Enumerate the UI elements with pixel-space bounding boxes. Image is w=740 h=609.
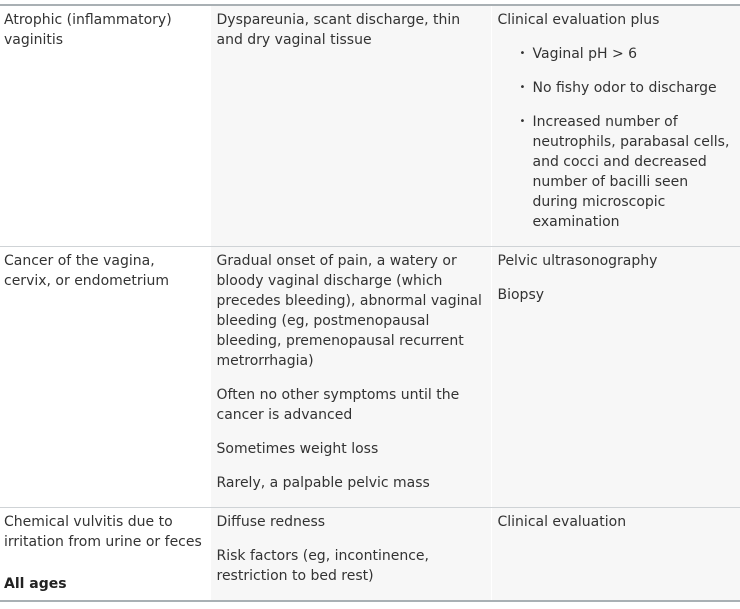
list-item xyxy=(520,112,735,232)
bullet-icon: • xyxy=(519,116,526,127)
bullet-text: Increased number of neutrophils, parabasal cells, and cocci and decreased number of bacilli seen during microscopic examination xyxy=(532,114,730,230)
symptoms-cell xyxy=(210,508,491,602)
section-heading: All ages xyxy=(4,576,67,592)
symptom-text: Dyspareunia, scant discharge, thin and dry vaginal tissue xyxy=(216,12,461,48)
symptom-text: Diffuse redness xyxy=(216,514,326,530)
condition-cell xyxy=(0,247,210,508)
diagnosis-text: Pelvic ultrasonography xyxy=(497,253,658,269)
bullet-icon: • xyxy=(519,48,526,59)
diagnosis-text: Clinical evaluation xyxy=(497,514,627,530)
condition-name: Chemical vulvitis due to irritation from urine or feces xyxy=(4,514,202,550)
symptoms-cell xyxy=(210,6,491,247)
table-row xyxy=(0,508,740,602)
diagnosis-cell xyxy=(491,508,740,602)
differential-diagnosis-table xyxy=(0,6,740,602)
diagnosis-cell xyxy=(491,247,740,508)
bullet-text: Vaginal pH > 6 xyxy=(532,46,638,62)
symptom-text: Risk factors (eg, incontinence, restriction to bed rest) xyxy=(216,548,429,584)
bullet-text: No fishy odor to discharge xyxy=(532,80,717,96)
diagnosis-intro: Clinical evaluation plus xyxy=(497,12,660,28)
diagnosis-text: Biopsy xyxy=(497,287,545,303)
diagnosis-cell xyxy=(491,6,740,247)
symptom-text: Gradual onset of pain, a watery or bloody vaginal discharge (which precedes bleeding), abnormal vaginal bleeding (eg, postmenopausal bleeding, premenopausal recurrent metrorrhagia) xyxy=(216,253,482,369)
symptom-text: Rarely, a palpable pelvic mass xyxy=(216,475,430,491)
list-item xyxy=(520,78,735,98)
symptom-text: Sometimes weight loss xyxy=(216,441,379,457)
condition-cell xyxy=(0,6,210,247)
symptom-text: Often no other symptoms until the cancer is advanced xyxy=(216,387,460,423)
diagnosis-bullet-list xyxy=(498,44,735,232)
bullet-icon: • xyxy=(519,82,526,93)
table-row xyxy=(0,6,740,247)
condition-name: Atrophic (inflammatory) vaginitis xyxy=(4,12,172,48)
condition-name: Cancer of the vagina, cervix, or endometrium xyxy=(4,253,170,289)
symptoms-cell xyxy=(210,247,491,508)
table-row xyxy=(0,247,740,508)
list-item xyxy=(520,44,735,64)
